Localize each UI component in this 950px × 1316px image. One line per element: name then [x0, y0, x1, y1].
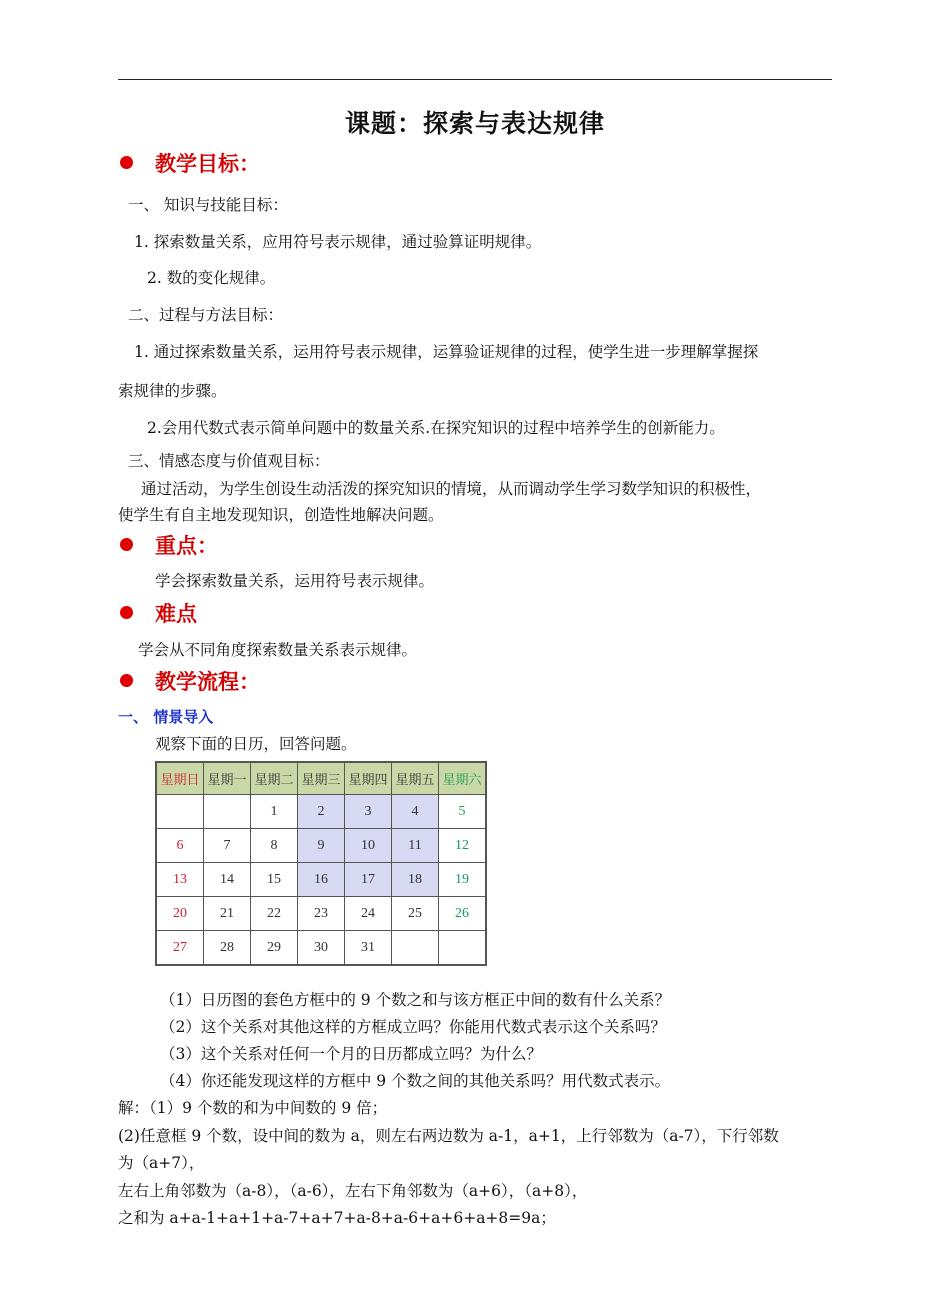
- calendar-cell: [439, 931, 487, 966]
- calendar-cell: 24: [345, 897, 392, 931]
- calendar-cell-highlighted: 9: [298, 829, 345, 863]
- emotion-text-b: 使学生有自主地发现知识，创造性地解决问题。: [118, 506, 444, 524]
- solution-2b: 为（a+7），: [118, 1154, 205, 1172]
- calendar-header-row: [156, 762, 486, 795]
- calendar-cell: 13: [156, 863, 204, 897]
- difficulty-heading: 难点: [155, 602, 197, 626]
- calendar-cell: 1: [251, 795, 298, 829]
- calendar-cell: 28: [204, 931, 251, 966]
- calendar-cell: [204, 795, 251, 829]
- calendar-cell-highlighted: 10: [345, 829, 392, 863]
- calendar-header: 星期三: [298, 762, 345, 795]
- difficulty-text: 学会从不同角度探索数量关系表示规律。: [138, 641, 418, 659]
- calendar-cell-highlighted: 17: [345, 863, 392, 897]
- knowledge-item-2: 2. 数的变化规律。: [147, 269, 276, 287]
- question-1: （1）日历图的套色方框中的 9 个数之和与该方框正中间的数有什么关系？: [160, 991, 671, 1009]
- calendar-cell-highlighted: 3: [345, 795, 392, 829]
- calendar-table: [155, 761, 487, 966]
- calendar-cell: 15: [251, 863, 298, 897]
- calendar-cell-highlighted: 16: [298, 863, 345, 897]
- bullet-icon: [120, 156, 133, 169]
- calendar-cell: 30: [298, 931, 345, 966]
- calendar-cell-highlighted: 11: [392, 829, 439, 863]
- bullet-icon: [120, 606, 133, 619]
- calendar-cell: 29: [251, 931, 298, 966]
- calendar-cell-highlighted: 18: [392, 863, 439, 897]
- bullet-icon: [120, 674, 133, 687]
- calendar-row: [156, 863, 486, 897]
- calendar-cell: 31: [345, 931, 392, 966]
- header-rule: [118, 79, 832, 80]
- calendar-cell: [392, 931, 439, 966]
- calendar-cell-highlighted: 2: [298, 795, 345, 829]
- solution-2a: (2)任意框 9 个数，设中间的数为 a，则左右两边数为 a-1，a+1，上行邻数为（a-7），下行邻数: [118, 1127, 779, 1145]
- process-item-1a: 1. 通过探索数量关系，运用符号表示规律，运算验证规律的过程，使学生进一步理解掌握探: [134, 343, 759, 361]
- calendar-row: [156, 795, 486, 829]
- emotion-text-a: 通过活动，为学生创设生动活泼的探究知识的情境，从而调动学生学习数学知识的积极性，: [141, 480, 762, 498]
- calendar-cell: 7: [204, 829, 251, 863]
- emotion-title: 三、情感态度与价值观目标：: [128, 452, 330, 470]
- calendar-cell: 23: [298, 897, 345, 931]
- calendar-header: 星期一: [204, 762, 251, 795]
- key-heading: 重点：: [155, 534, 218, 558]
- question-3: （3）这个关系对任何一个月的日历都成立吗？为什么？: [160, 1045, 542, 1063]
- bullet-icon: [120, 538, 133, 551]
- flow-heading: 教学流程：: [155, 670, 260, 694]
- calendar-cell: 20: [156, 897, 204, 931]
- goals-heading: 教学目标：: [155, 152, 260, 176]
- calendar-header: 星期二: [251, 762, 298, 795]
- knowledge-item-1: 1. 探索数量关系，应用符号表示规律，通过验算证明规律。: [134, 233, 542, 251]
- calendar-cell: 19: [439, 863, 487, 897]
- calendar-row: [156, 931, 486, 966]
- calendar-cell: 5: [439, 795, 487, 829]
- question-4: （4）你还能发现这样的方框中 9 个数之间的其他关系吗？用代数式表示。: [160, 1072, 671, 1090]
- knowledge-title: 一、 知识与技能目标：: [128, 196, 288, 214]
- process-item-1b: 索规律的步骤。: [118, 382, 227, 400]
- solution-4: 之和为 a+a-1+a+1+a-7+a+7+a-8+a-6+a+6+a+8=9a；: [118, 1209, 556, 1227]
- calendar-cell: 25: [392, 897, 439, 931]
- calendar-cell: 6: [156, 829, 204, 863]
- key-text: 学会探索数量关系，运用符号表示规律。: [155, 572, 435, 590]
- calendar-cell: 8: [251, 829, 298, 863]
- process-title: 二、过程与方法目标：: [128, 306, 284, 324]
- calendar-row: [156, 829, 486, 863]
- calendar-header: 星期五: [392, 762, 439, 795]
- calendar-row: [156, 897, 486, 931]
- question-2: （2）这个关系对其他这样的方框成立吗？你能用代数式表示这个关系吗？: [160, 1018, 666, 1036]
- calendar-header: 星期六: [439, 762, 487, 795]
- calendar-header: 星期四: [345, 762, 392, 795]
- calendar-cell: [156, 795, 204, 829]
- calendar-cell: 21: [204, 897, 251, 931]
- calendar-cell: 14: [204, 863, 251, 897]
- solution-3: 左右上角邻数为（a-8），（a-6），左右下角邻数为（a+6），（a+8），: [118, 1182, 588, 1200]
- calendar-cell: 27: [156, 931, 204, 966]
- intro-text: 观察下面的日历，回答问题。: [155, 735, 357, 753]
- solution-1: 解：（1）9 个数的和为中间数的 9 倍；: [118, 1099, 388, 1117]
- calendar-cell: 12: [439, 829, 487, 863]
- calendar-cell: 26: [439, 897, 487, 931]
- calendar-cell-highlighted: 4: [392, 795, 439, 829]
- page-title: 课题：探索与表达规律: [344, 109, 605, 138]
- calendar-header: 星期日: [156, 762, 204, 795]
- intro-heading: 一、 情景导入: [118, 708, 214, 726]
- calendar-cell: 22: [251, 897, 298, 931]
- process-item-2: 2.会用代数式表示简单问题中的数量关系.在探究知识的过程中培养学生的创新能力。: [147, 419, 725, 437]
